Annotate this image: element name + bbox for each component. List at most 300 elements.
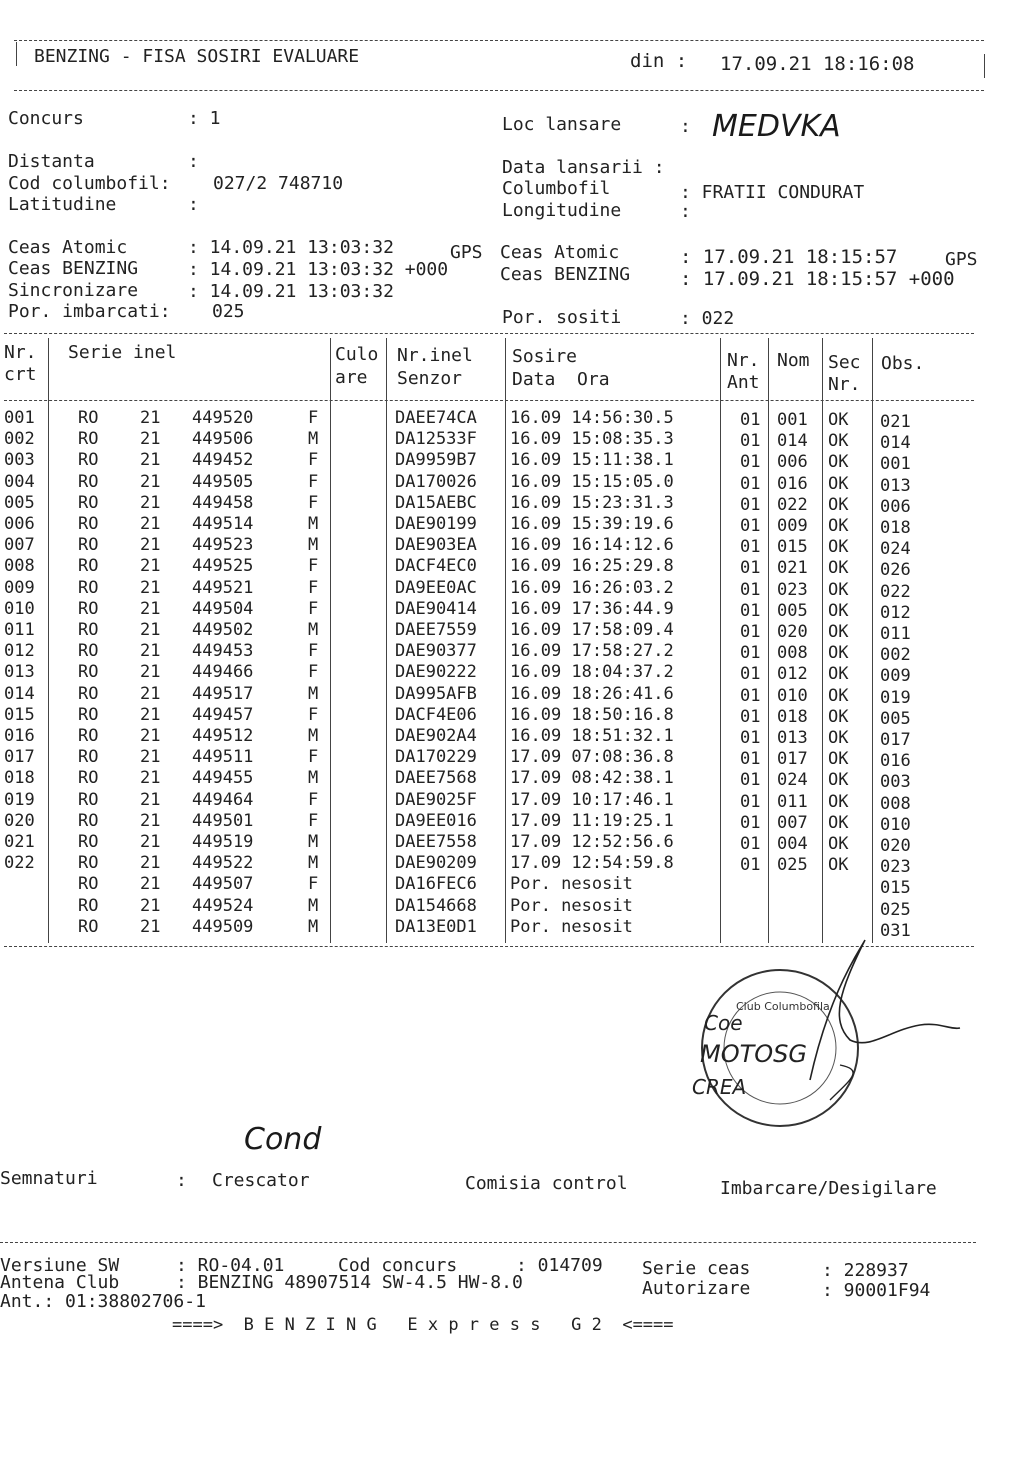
header-are: are (335, 367, 368, 388)
cod-concurs-value: : 014709 (516, 1255, 603, 1276)
stamp-text-2: MOTOSG (700, 1040, 807, 1068)
cell-ant: 01 (740, 600, 761, 621)
cell-tara: RO (78, 726, 99, 746)
cell-sex: M (308, 895, 319, 916)
cell-senzor: DAEE7559 (395, 620, 477, 640)
concurs-label: Concurs (8, 108, 84, 129)
crescator-signature: Cond (244, 1122, 322, 1157)
sincronizare-value: : 14.09.21 13:03:32 (188, 281, 394, 302)
cell-sex: F (308, 408, 319, 428)
cell-senzor: DA15AEBC (395, 492, 477, 513)
cell-inel: 449507 (192, 874, 254, 895)
cell-nr: 011 (4, 620, 35, 640)
cell-sex: M (308, 916, 319, 937)
cell-ant: 01 (740, 749, 761, 770)
header-nom: Nom (777, 350, 810, 371)
cell-an: 21 (140, 471, 161, 492)
cell-tara: RO (78, 535, 99, 556)
cell-tara: RO (78, 768, 99, 789)
header-sec-nr: Nr. (828, 374, 861, 395)
cell-sosire: 17.09 12:52:56.6 (510, 832, 674, 852)
cell-nom: 023 (777, 579, 808, 600)
table-row (0, 410, 1024, 431)
cell-sosire: 17.09 11:19:25.1 (510, 810, 674, 831)
cell-tara: RO (78, 704, 99, 725)
cell-senzor: DA170026 (395, 471, 477, 492)
cell-obs: 008 (880, 793, 911, 814)
cell-senzor: DAEE74CA (395, 408, 477, 428)
cell-obs: 012 (880, 602, 911, 623)
cell-nom: 017 (777, 749, 808, 770)
cell-nr: 002 (4, 429, 35, 450)
header-nr-ant: Nr. (727, 350, 760, 371)
cell-senzor: DAEE7568 (395, 768, 477, 789)
versiune-sw-label: Versiune SW (0, 1255, 120, 1276)
cell-obs: 024 (880, 539, 911, 560)
cell-obs: 019 (880, 687, 911, 708)
cell-inel: 449525 (192, 556, 254, 577)
cell-inel: 449517 (192, 683, 254, 704)
table-row (0, 452, 1024, 473)
cell-senzor: DAE90199 (395, 514, 477, 534)
cell-sec: OK (828, 452, 849, 473)
cell-nom: 001 (777, 410, 808, 430)
cell-sex: F (308, 874, 319, 895)
por-imbarcati-value: 025 (212, 301, 245, 322)
cell-senzor: DAE903EA (395, 535, 477, 556)
latitudine-label: Latitudine (8, 194, 117, 215)
cell-an: 21 (140, 492, 161, 513)
cell-an: 21 (140, 429, 161, 450)
cell-obs: 009 (880, 666, 911, 687)
cell-sosire: 16.09 15:08:35.3 (510, 429, 674, 450)
table-row (0, 683, 1024, 708)
cell-an: 21 (140, 726, 161, 746)
columbofil-label: Columbofil (502, 178, 611, 199)
cell-ant: 01 (740, 834, 761, 854)
cell-sex: M (308, 683, 319, 704)
distanta-value: : (188, 151, 199, 172)
cell-nr: 022 (4, 853, 35, 874)
cell-an: 21 (140, 577, 161, 598)
table-row (0, 728, 1024, 749)
cell-ant: 01 (740, 516, 761, 536)
cell-nr: 021 (4, 832, 35, 852)
cell-nom: 005 (777, 600, 808, 621)
cell-nr: 010 (4, 598, 35, 619)
cell-sosire: Por. nesosit (510, 916, 633, 937)
cell-an: 21 (140, 789, 161, 810)
cell-obs: 025 (880, 899, 911, 920)
cell-obs: 023 (880, 857, 911, 878)
cell-inel: 449512 (192, 726, 254, 746)
cell-tara: RO (78, 916, 99, 937)
cell-ant: 01 (740, 410, 761, 430)
stamp-text-1: Coe (704, 1011, 743, 1035)
signature-stroke-icon (810, 940, 960, 1080)
cell-tara: RO (78, 471, 99, 492)
signature-crescator: Crescator (212, 1170, 310, 1191)
cell-sosire: 16.09 16:14:12.6 (510, 535, 674, 556)
cell-obs: 005 (880, 708, 911, 729)
cell-obs: 018 (880, 518, 911, 538)
cell-inel: 449520 (192, 408, 254, 428)
por-sositi-label: Por. sositi (502, 307, 622, 328)
signature-imbarcare: Imbarcare/Desigilare (720, 1178, 937, 1199)
cell-ant: 01 (740, 812, 761, 833)
cell-tara: RO (78, 408, 99, 428)
cell-obs: 011 (880, 624, 911, 644)
cell-senzor: DAE90377 (395, 641, 477, 662)
cell-sosire: 16.09 17:58:27.2 (510, 641, 674, 662)
cell-an: 21 (140, 895, 161, 916)
cell-tara: RO (78, 832, 99, 852)
serie-ceas-value: : 228937 (822, 1260, 909, 1281)
cell-inel: 449453 (192, 641, 254, 662)
header-nr-inel: Nr.inel (397, 345, 473, 366)
cell-ant: 01 (740, 685, 761, 706)
header-crt: crt (4, 364, 37, 385)
cell-senzor: DAE9025F (395, 789, 477, 810)
cell-tara: RO (78, 514, 99, 534)
cell-sec: OK (828, 685, 849, 706)
stamp-text-3: CREA (692, 1075, 747, 1099)
cell-nr: 008 (4, 556, 35, 577)
cell-sex: F (308, 641, 319, 662)
cell-sex: F (308, 471, 319, 492)
cell-ant: 01 (740, 622, 761, 642)
document-title: BENZING - FISA SOSIRI EVALUARE (34, 46, 360, 67)
cell-sec: OK (828, 494, 849, 515)
cell-sosire: 17.09 10:17:46.1 (510, 789, 674, 810)
cell-nom: 009 (777, 516, 808, 536)
header-border-top (14, 40, 984, 41)
cell-nom: 004 (777, 834, 808, 854)
cell-nom: 010 (777, 685, 808, 706)
cell-sex: M (308, 768, 319, 789)
cell-obs: 015 (880, 878, 911, 899)
header-culo: Culo (335, 344, 379, 365)
header-border-left (16, 42, 17, 66)
cell-nr: 004 (4, 471, 35, 492)
cell-obs: 003 (880, 772, 911, 793)
ceas-benzing-start-value: : 14.09.21 13:03:32 +000 (188, 259, 449, 280)
cell-an: 21 (140, 514, 161, 534)
cell-an: 21 (140, 662, 161, 683)
cell-senzor: DACF4E06 (395, 704, 477, 725)
cell-nr: 018 (4, 768, 35, 789)
cell-inel: 449511 (192, 747, 254, 768)
cell-sec: OK (828, 600, 849, 621)
cell-sec: OK (828, 791, 849, 812)
cell-inel: 449523 (192, 535, 254, 556)
latitudine-value: : (188, 194, 199, 215)
por-sositi-value: : 022 (680, 308, 735, 329)
cell-nr: 001 (4, 408, 35, 428)
cell-ant: 01 (740, 770, 761, 791)
cell-sosire: 16.09 17:36:44.9 (510, 598, 674, 619)
cell-nr: 012 (4, 641, 35, 662)
signatures-label: Semnaturi (0, 1168, 98, 1189)
cell-an: 21 (140, 768, 161, 789)
ceas-atomic-start-label: Ceas Atomic (8, 237, 128, 258)
table-row (0, 834, 1024, 855)
cell-tara: RO (78, 683, 99, 704)
date-value: 17.09.21 18:16:08 (720, 53, 915, 75)
cell-tara: RO (78, 874, 99, 895)
cell-sex: F (308, 704, 319, 725)
cell-tara: RO (78, 620, 99, 640)
cell-sex: F (308, 810, 319, 831)
ceas-atomic-end-gps: GPS (945, 249, 978, 270)
cell-inel: 449458 (192, 492, 254, 513)
cell-ant: 01 (740, 855, 761, 876)
cell-sosire: 16.09 15:11:38.1 (510, 450, 674, 471)
cell-nr: 006 (4, 514, 35, 534)
table-row (0, 789, 1024, 814)
date-label: din : (630, 50, 688, 72)
table-row (0, 855, 1024, 876)
ceas-benzing-end-value: : 17.09.21 18:15:57 +000 (680, 268, 955, 290)
stamp-ring-text: Club Columbofila (736, 1000, 830, 1013)
cell-nr: 019 (4, 789, 35, 810)
cell-nr: 016 (4, 726, 35, 746)
cell-sec: OK (828, 770, 849, 791)
cell-sex: M (308, 535, 319, 556)
cell-sex: F (308, 492, 319, 513)
cell-sec: OK (828, 516, 849, 536)
table-row (0, 810, 1024, 835)
cell-an: 21 (140, 620, 161, 640)
cell-inel: 449504 (192, 598, 254, 619)
cell-sosire: 16.09 18:04:37.2 (510, 662, 674, 683)
cell-sec: OK (828, 664, 849, 685)
cell-senzor: DA154668 (395, 895, 477, 916)
header-serie-inel: Serie inel (68, 342, 177, 363)
cell-inel: 449506 (192, 429, 254, 450)
cell-nom: 025 (777, 855, 808, 876)
cell-tara: RO (78, 492, 99, 513)
cell-senzor: DA995AFB (395, 683, 477, 704)
cell-sosire: 16.09 15:23:31.3 (510, 492, 674, 513)
cell-sec: OK (828, 706, 849, 727)
cell-an: 21 (140, 535, 161, 556)
header-border-right (984, 54, 985, 78)
table-row (0, 598, 1024, 623)
cell-nom: 021 (777, 558, 808, 579)
cell-tara: RO (78, 853, 99, 874)
table-row (0, 516, 1024, 537)
signature-comisia: Comisia control (465, 1173, 628, 1194)
cell-obs: 016 (880, 751, 911, 772)
cell-sec: OK (828, 558, 849, 579)
cell-nr: 003 (4, 450, 35, 471)
header-sec: Sec (828, 352, 861, 373)
cell-obs: 002 (880, 645, 911, 666)
ceas-atomic-start-gps: GPS (450, 242, 483, 263)
cell-sosire: 16.09 18:50:16.8 (510, 704, 674, 725)
ceas-benzing-start-label: Ceas BENZING (8, 258, 139, 279)
sincronizare-label: Sincronizare (8, 280, 139, 301)
table-row (0, 537, 1024, 558)
cell-sec: OK (828, 643, 849, 664)
cell-tara: RO (78, 450, 99, 471)
cell-ant: 01 (740, 579, 761, 600)
header-data-ora: Data Ora (512, 369, 610, 390)
cell-sec: OK (828, 410, 849, 430)
cell-obs: 022 (880, 581, 911, 602)
ceas-benzing-end-label: Ceas BENZING (500, 264, 631, 285)
cell-sosire: 16.09 15:15:05.0 (510, 471, 674, 492)
cell-sex: M (308, 620, 319, 640)
cell-nr: 017 (4, 747, 35, 768)
cell-ant: 01 (740, 728, 761, 748)
cell-tara: RO (78, 641, 99, 662)
ceas-atomic-end-label: Ceas Atomic (500, 242, 620, 263)
cell-senzor: DAE902A4 (395, 726, 477, 746)
table-row (0, 876, 1024, 897)
concurs-value: : 1 (188, 108, 221, 129)
cell-inel: 449509 (192, 916, 254, 937)
cell-ant: 01 (740, 664, 761, 685)
cell-obs: 020 (880, 836, 911, 856)
header-ant: Ant (727, 372, 760, 393)
cell-sec: OK (828, 431, 849, 452)
cell-an: 21 (140, 874, 161, 895)
cell-nr: 007 (4, 535, 35, 556)
cell-nom: 008 (777, 643, 808, 664)
cod-columbofil-label: Cod columbofil: (8, 173, 171, 194)
cell-sosire: 17.09 07:08:36.8 (510, 747, 674, 768)
cell-an: 21 (140, 450, 161, 471)
cell-obs: 021 (880, 412, 911, 432)
footer-separator (0, 1242, 976, 1243)
cell-sosire: 17.09 12:54:59.8 (510, 853, 674, 874)
cell-nr: 014 (4, 683, 35, 704)
cell-sec: OK (828, 728, 849, 748)
cell-obs: 001 (880, 454, 911, 475)
loc-lansare-value: : (680, 116, 691, 137)
cell-ant: 01 (740, 643, 761, 664)
cell-obs: 026 (880, 560, 911, 581)
cod-concurs-label: Cod concurs (338, 1255, 458, 1276)
cell-nom: 014 (777, 431, 808, 452)
cell-sex: M (308, 726, 319, 746)
cell-senzor: DACF4EC0 (395, 556, 477, 577)
table-header-separator (4, 400, 974, 401)
table-row (0, 770, 1024, 791)
cell-senzor: DAE90209 (395, 853, 477, 874)
cell-nom: 013 (777, 728, 808, 748)
cell-nom: 015 (777, 537, 808, 558)
cell-an: 21 (140, 916, 161, 937)
data-lansarii-label: Data lansarii : (502, 157, 665, 178)
cell-inel: 449524 (192, 895, 254, 916)
cell-obs: 031 (880, 920, 911, 941)
table-row (0, 577, 1024, 602)
header-sosire: Sosire (512, 346, 578, 367)
ceas-atomic-start-value: : 14.09.21 13:03:32 (188, 237, 394, 258)
cell-inel: 449464 (192, 789, 254, 810)
cell-nr: 009 (4, 577, 35, 598)
cell-an: 21 (140, 598, 161, 619)
cell-ant: 01 (740, 791, 761, 812)
header-obs: Obs. (881, 353, 925, 374)
cell-sosire: Por. nesosit (510, 895, 633, 916)
loc-lansare-handwritten: MEDVKA (712, 109, 841, 144)
cell-sosire: 16.09 18:26:41.6 (510, 683, 674, 704)
cell-an: 21 (140, 683, 161, 704)
cell-an: 21 (140, 704, 161, 725)
cell-an: 21 (140, 853, 161, 874)
cell-nom: 020 (777, 622, 808, 642)
table-row (0, 664, 1024, 685)
table-row (0, 895, 1024, 920)
cell-senzor: DAE90222 (395, 662, 477, 683)
cell-senzor: DA12533F (395, 429, 477, 450)
cell-sec: OK (828, 473, 849, 494)
cell-sosire: Por. nesosit (510, 874, 633, 895)
cell-nr: 015 (4, 704, 35, 725)
cell-tara: RO (78, 662, 99, 683)
cell-inel: 449457 (192, 704, 254, 725)
cell-obs: 017 (880, 730, 911, 750)
cell-sec: OK (828, 855, 849, 876)
cell-nr: 013 (4, 662, 35, 683)
header-nr: Nr. (4, 342, 37, 363)
cell-nom: 006 (777, 452, 808, 473)
cell-sex: F (308, 556, 319, 577)
club-stamp (690, 930, 990, 1170)
header-senzor: Senzor (397, 368, 463, 389)
cell-senzor: DAE90414 (395, 598, 477, 619)
cell-nom: 024 (777, 770, 808, 791)
cell-sex: F (308, 747, 319, 768)
cell-sec: OK (828, 537, 849, 558)
cell-an: 21 (140, 408, 161, 428)
cell-ant: 01 (740, 494, 761, 515)
longitudine-label: Longitudine (502, 200, 622, 221)
cell-inel: 449521 (192, 577, 254, 598)
cell-nr: 005 (4, 492, 35, 513)
signatures-colon: : (176, 1170, 187, 1191)
cell-sex: M (308, 429, 319, 450)
table-row (0, 643, 1024, 664)
cell-sec: OK (828, 579, 849, 600)
cell-sex: M (308, 514, 319, 534)
cell-obs: 014 (880, 433, 911, 454)
cell-inel: 449505 (192, 471, 254, 492)
cell-sex: F (308, 598, 319, 619)
cell-tara: RO (78, 598, 99, 619)
cell-sosire: 16.09 18:51:32.1 (510, 726, 674, 746)
cell-ant: 01 (740, 706, 761, 727)
cell-ant: 01 (740, 473, 761, 494)
antenna-line: Ant.: 01:38802706-1 (0, 1291, 206, 1312)
cod-columbofil-value: 027/2 748710 (213, 173, 344, 194)
brand-line: ====> B E N Z I N G E x p r e s s G 2 <==== (172, 1315, 674, 1335)
cell-ant: 01 (740, 537, 761, 558)
cell-obs: 006 (880, 496, 911, 517)
table-row (0, 704, 1024, 729)
cell-sex: F (308, 577, 319, 598)
cell-senzor: DA13E0D1 (395, 916, 477, 937)
cell-senzor: DA170229 (395, 747, 477, 768)
columbofil-value: : FRATII CONDURAT (680, 182, 865, 203)
cell-an: 21 (140, 641, 161, 662)
cell-tara: RO (78, 810, 99, 831)
cell-sec: OK (828, 622, 849, 642)
